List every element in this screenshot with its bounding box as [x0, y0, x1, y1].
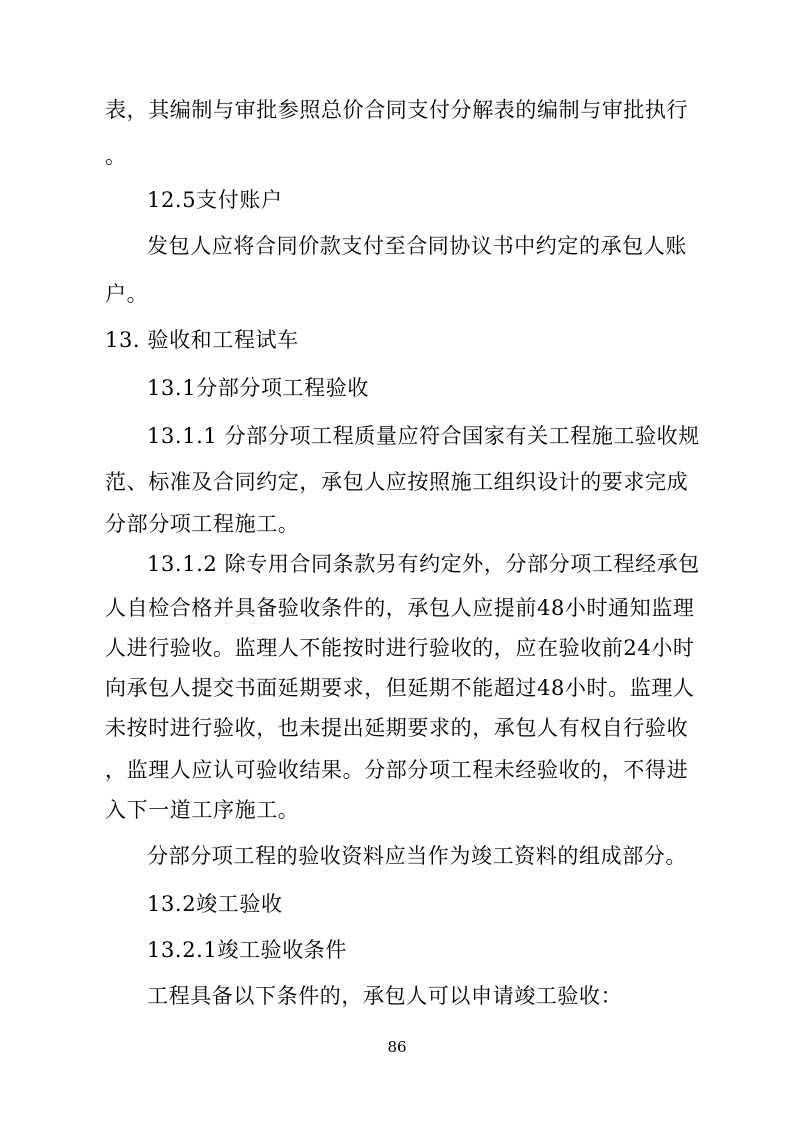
body-text-line: ，监理人应认可验收结果。分部分项工程未经验收的，不得进: [105, 758, 689, 782]
body-text-line: 工程具备以下条件的，承包人可以申请竣工验收：: [147, 984, 623, 1008]
body-text-line: 表，其编制与审批参照总价合同支付分解表的编制与审批执行: [105, 98, 689, 122]
body-text-line: 户。: [105, 282, 149, 306]
body-text-line: 范、标准及合同约定，承包人应按照施工组织设计的要求完成: [105, 470, 689, 494]
chapter-heading-13: 13. 验收和工程试车: [105, 328, 299, 352]
clause-13-2-1: 13.2.1竣工验收条件: [147, 938, 347, 962]
section-heading-12-5: 12.5支付账户: [147, 188, 283, 212]
section-heading-13-2: 13.2竣工验收: [147, 892, 283, 916]
body-text-line: 人进行验收。监理人不能按时进行验收的，应在验收前24小时: [105, 636, 695, 660]
body-text-line: 人自检合格并具备验收条件的，承包人应提前48小时通知监理: [105, 596, 695, 620]
body-text-line: 向承包人提交书面延期要求，但延期不能超过48小时。监理人: [105, 676, 695, 700]
body-text-line: 分部分项工程施工。: [105, 512, 300, 536]
body-text-line: 。: [105, 144, 127, 168]
section-heading-13-1: 13.1分部分项工程验收: [147, 376, 369, 400]
page-number: 86: [387, 1038, 407, 1056]
body-text-line: 分部分项工程的验收资料应当作为竣工资料的组成部分。: [147, 844, 687, 868]
body-text-line: 发包人应将合同价款支付至合同协议书中约定的承包人账: [147, 234, 687, 258]
body-text-line: 未按时进行验收，也未提出延期要求的，承包人有权自行验收: [105, 716, 689, 740]
clause-13-1-2: 13.1.2 除专用合同条款另有约定外，分部分项工程经承包: [147, 552, 700, 576]
body-text-line: 入下一道工序施工。: [105, 798, 300, 822]
clause-13-1-1: 13.1.1 分部分项工程质量应符合国家有关工程施工验收规: [147, 424, 700, 448]
